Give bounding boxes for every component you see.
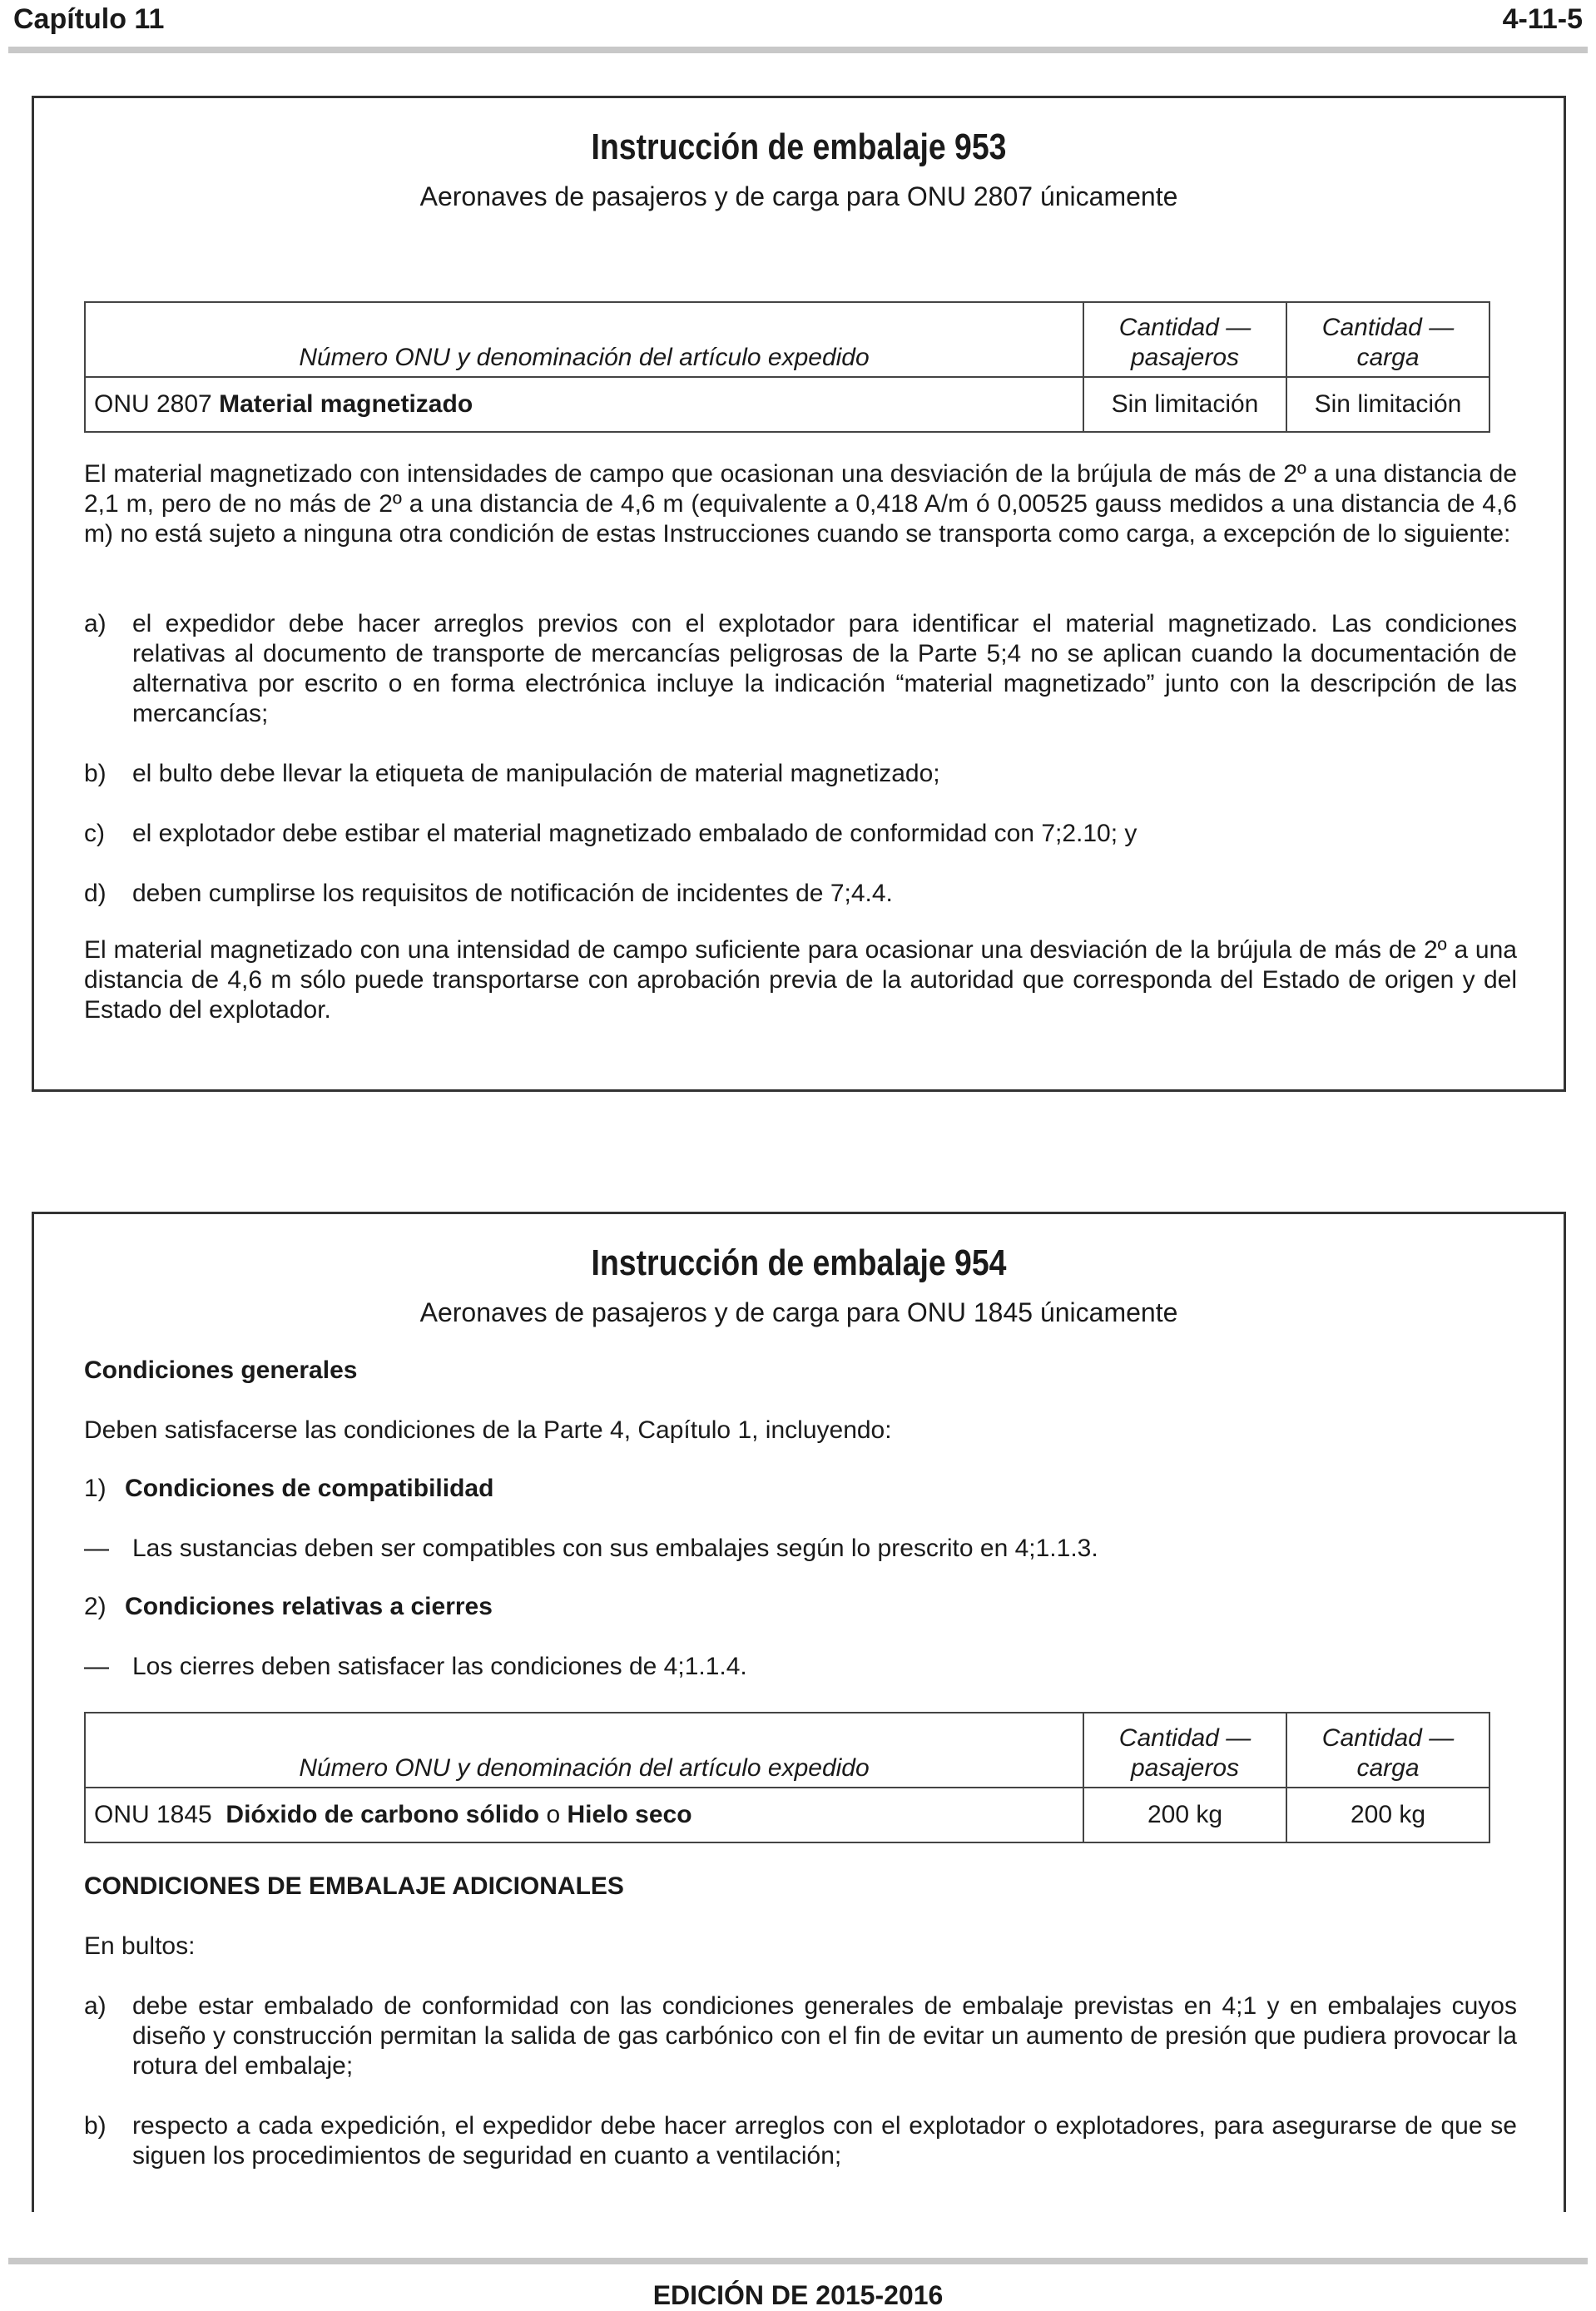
- item-label: b): [84, 2112, 107, 2140]
- pi953-intro: El material magnetizado con intensidades de campo que ocasionan una desviación de la brújula de más de 2º a una distancia de 2,1 m, pero de no más de 2º a una distancia de 4,6 m (equivalente a 0,418 A/m ó 0,00525 gauss medidos a una distancia de 4,6 m) no está sujeto a ninguna otra condición de estas Instrucciones cuando se transporta como carga, a excepción de lo siguiente:: [84, 460, 1517, 548]
- pi954-item-a: [84, 1991, 1517, 2081]
- condition-body: Las sustancias deben ser compatibles con sus embalajes según lo prescrito en 4;1.1.3.: [132, 1535, 1098, 1562]
- row-un-name: [85, 377, 1083, 432]
- general-conditions-intro: Deben satisfacerse las condiciones de la Parte 4, Capítulo 1, incluyendo:: [84, 1416, 892, 1444]
- pi953-quantity-table: [84, 301, 1490, 433]
- col-un-name: Número ONU y denominación del artículo expedido: [85, 1713, 1083, 1788]
- row-un-number: ONU 2807: [94, 390, 220, 418]
- col-passenger-l1: Cantidad —: [1118, 314, 1252, 341]
- row-cargo-qty: Sin limitación: [1286, 377, 1489, 432]
- pi953-item-b: [84, 759, 1517, 789]
- col-cargo-l1: Cantidad —: [1321, 1724, 1455, 1752]
- item-label: a): [84, 610, 107, 637]
- col-passenger: [1083, 1713, 1286, 1788]
- page-number: 4-11-5: [1502, 3, 1583, 35]
- col-passenger-l2: pasajeros: [1130, 344, 1240, 371]
- pi953-closing: El material magnetizado con una intensidad de campo suficiente para ocasionar una desviación de la brújula de más de 2º a una distancia de 4,6 m sólo puede transportarse con aprobación previa de la autoridad que corresponda del Estado de origen y del Estado del explotador.: [84, 936, 1517, 1024]
- general-conditions-heading: Condiciones generales: [84, 1356, 358, 1384]
- condition-2-heading: [84, 1592, 1517, 1622]
- row-un-name: [85, 1788, 1083, 1842]
- dash-marker: —: [84, 1535, 109, 1562]
- header-rule: [8, 47, 1588, 53]
- pi954-title: Instrucción de embalaje 954: [591, 1242, 1007, 1283]
- condition-1-heading: [84, 1474, 1517, 1504]
- col-cargo: [1286, 302, 1489, 377]
- condition-title: Condiciones relativas a cierres: [125, 1593, 493, 1620]
- pi953-item-c: [84, 819, 1517, 849]
- item-text: respecto a cada expedición, el expedidor debe hacer arreglos con el explotador o explotadores, para asegurarse de que se siguen los procedimientos de seguridad en cuanto a ventilación;: [132, 2112, 1517, 2170]
- item-label: c): [84, 820, 105, 847]
- row-shipping-name: Material magnetizado: [219, 390, 473, 418]
- dash-marker: —: [84, 1653, 109, 1680]
- table-row: [85, 377, 1489, 432]
- item-text: debe estar embalado de conformidad con las condiciones generales de embalaje previstas en 4;1 y en embalajes cuyos diseño y construcción permitan la salida de gas carbónico con el fin de evitar un aumento de presión que pudiera provocar la rotura del embalaje;: [132, 1992, 1517, 2080]
- col-passenger: [1083, 302, 1286, 377]
- pi953-title: Instrucción de embalaje 953: [591, 126, 1007, 167]
- condition-body: Los cierres deben satisfacer las condiciones de 4;1.1.4.: [132, 1653, 747, 1680]
- footer-rule: [8, 2258, 1588, 2264]
- row-passenger-qty: 200 kg: [1083, 1788, 1286, 1842]
- item-label: d): [84, 880, 107, 907]
- pi953-item-d: [84, 879, 1517, 909]
- packing-instruction-954: [32, 1212, 1566, 2212]
- edition-footer: EDICIÓN DE 2015-2016: [652, 2280, 944, 2310]
- col-cargo-l2: carga: [1356, 344, 1420, 371]
- table-row: [85, 1788, 1489, 1842]
- row-un-number: ONU 1845: [94, 1801, 226, 1828]
- condition-number: 2): [84, 1593, 107, 1620]
- col-cargo-l1: Cantidad —: [1321, 314, 1455, 341]
- page-header: [8, 0, 1588, 42]
- pi954-item-b: [84, 2111, 1517, 2171]
- item-label: a): [84, 1992, 107, 2020]
- col-cargo: [1286, 1713, 1489, 1788]
- table-header-row: [85, 1713, 1489, 1788]
- pi954-subtitle: Aeronaves de pasajeros y de carga para ONU 1845 únicamente: [419, 1297, 1178, 1327]
- condition-number: 1): [84, 1475, 107, 1502]
- pi953-item-a: [84, 609, 1517, 729]
- col-cargo-l2: carga: [1356, 1754, 1420, 1782]
- row-shipping-name-a: Dióxido de carbono sólido: [226, 1801, 540, 1828]
- condition-title: Condiciones de compatibilidad: [125, 1475, 494, 1502]
- condition-1-text: [84, 1534, 1517, 1564]
- item-text: el bulto debe llevar la etiqueta de manipulación de material magnetizado;: [132, 760, 940, 787]
- col-passenger-l2: pasajeros: [1130, 1754, 1240, 1782]
- item-text: deben cumplirse los requisitos de notificación de incidentes de 7;4.4.: [132, 880, 893, 907]
- col-passenger-l1: Cantidad —: [1118, 1724, 1252, 1752]
- col-un-name: Número ONU y denominación del artículo expedido: [85, 302, 1083, 377]
- condition-2-text: [84, 1652, 1517, 1682]
- row-shipping-name-b: Hielo seco: [567, 1801, 692, 1828]
- pi954-quantity-table: [84, 1712, 1490, 1843]
- packing-instruction-953: [32, 96, 1566, 1092]
- item-text: el explotador debe estibar el material magnetizado embalado de conformidad con 7;2.10; y: [132, 820, 1138, 847]
- additional-conditions-heading: CONDICIONES DE EMBALAJE ADICIONALES: [84, 1872, 624, 1900]
- row-cargo-qty: 200 kg: [1286, 1788, 1489, 1842]
- table-header-row: [85, 302, 1489, 377]
- item-text: el expedidor debe hacer arreglos previos con el explotador para identificar el material magnetizado. Las condiciones relativas al documento de transporte de mercancías peligrosas de la Parte 5;4 no se aplican cuando la documentación de alternativa por escrito o en forma electrónica incluye la indicación “material magnetizado” junto con la descripción de las mercancías;: [132, 610, 1517, 727]
- in-packages-label: En bultos:: [84, 1932, 196, 1960]
- row-passenger-qty: Sin limitación: [1083, 377, 1286, 432]
- row-or: o: [539, 1801, 568, 1828]
- item-label: b): [84, 760, 107, 787]
- chapter-label: Capítulo 11: [13, 3, 165, 35]
- pi953-subtitle: Aeronaves de pasajeros y de carga para ONU 2807 únicamente: [419, 181, 1178, 211]
